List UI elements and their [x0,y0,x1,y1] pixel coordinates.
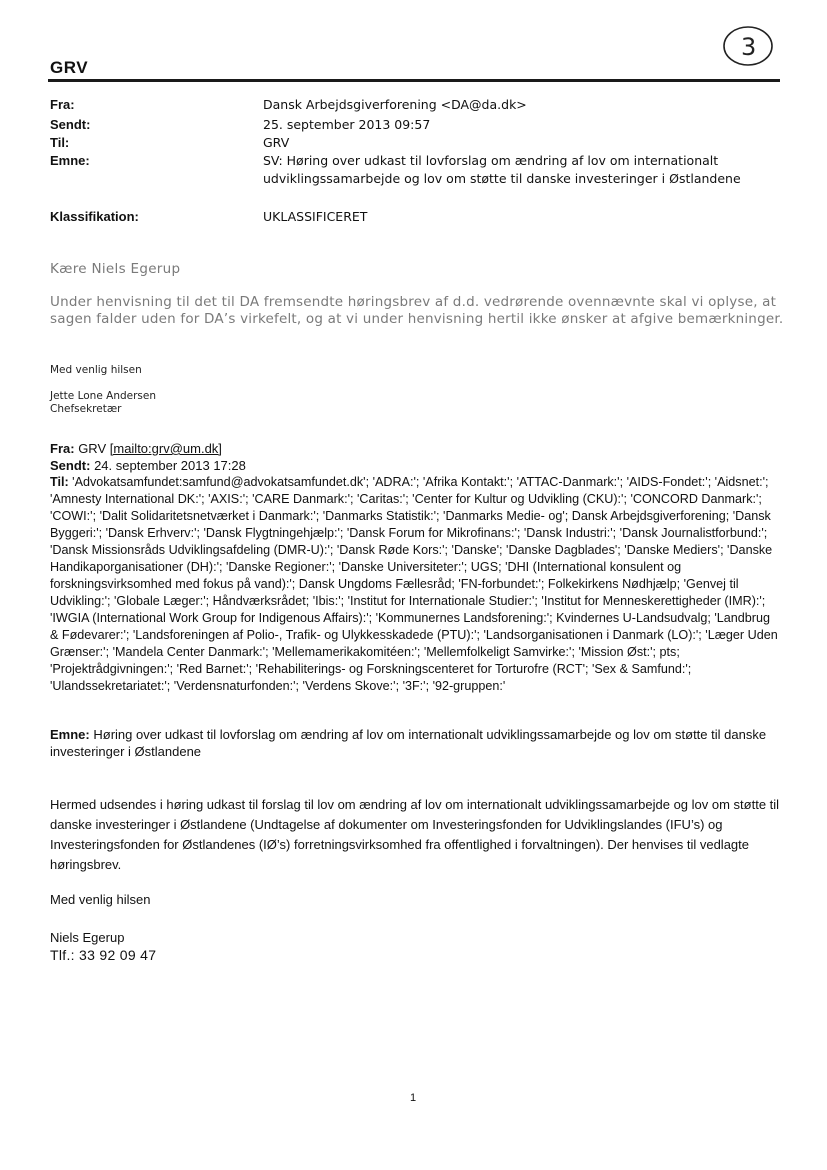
forwarded-mailto-link[interactable]: [mailto:grv@um.dk] [109,441,222,456]
stamp-number: 3 [741,33,757,61]
forwarded-from-value: GRV [78,441,107,456]
classification-value: UKLASSIFICERET [263,209,368,224]
forwarded-sent-value: 24. september 2013 17:28 [94,458,246,473]
header-rule [48,79,780,82]
forwarded-sent [50,457,780,474]
forwarded-to-label: Til: [50,475,69,489]
forwarded-to-value: 'Advokatsamfundet:samfund@advokatsamfundet.dk'; 'ADRA:'; 'Afrika Kontakt:'; 'ATTAC-Danmark:'; 'AIDS-Fondet:'; 'Aidsnet:'; 'Amnesty International DK:'; 'AXIS:'; 'CARE Danmark:'; 'Caritas:'; 'Center for Kultur og Udvikling (CKU):'; 'CONCORD Danmark:'; 'COWI:'; 'Dalit Solidaritetsnetværket i Danmark:'; 'Danmarks Statistik:'; 'Danmarks Medie- og'; Dansk Arbejdsgiverforening; 'Dansk Byggeri:'; 'Dansk Erhverv:'; 'Dansk Flygtningehjælp:'; 'Dansk Forum for Mikrofinans:'; 'Dansk Industri:'; 'Dansk Journalistforbund:'; 'Dansk Missionsråds Udviklingsafdeling (DMR-U):'; 'Dansk Røde Kors:'; 'Danske'; 'Danske Dagblades'; 'Danske Mediers'; 'Danske Handikaporganisationer (DH):'; 'Danske Regioner:'; 'Danske Universiteter:'; UGS; 'DHI (International konsulent og forskningsvirksomhed med fokus på vand):'; Dansk Ungdoms Fællesråd; 'FN-forbundet:'; Folkekirkens Nødhjælp; 'Genvej til Udvikling:'; 'Globale Læger:'; Håndværksrådet; 'Ibis:'; 'Institut for Internationale Studier:'; 'Institut for Menneskerettigheder (IMR):'; 'IWGIA (International Work Group for Indigenous Affairs):'; 'Kommunernes Landsforening:'; Kvindernes U-Landsudvalg; 'Landbrug & Fødevarer:'; 'Landsforeningen af Polio-, Trafik- og Ulykkesskadede (PTU):'; 'Landsorganisationen i Danmark (LO):'; 'Læger Uden Grænser:'; 'Mandela Center Danmark:'; 'Mellemamerikakomitéen:'; 'Mellemfolkeligt Samvirke:'; 'Mission Øst:'; pts; 'Projektrådgivningen:'; 'Red Barnet:'; 'Rehabiliterings- og Forskningscenteret for Torturofre (RCT'; 'Sex & Samfund:'; 'Ulandssekretariatet:'; 'Verdensnaturfonden:'; 'Verdens Skove:'; '3F:'; '92-gruppen:' [50,475,778,693]
original-closing: Med venlig hilsen [50,892,151,907]
reply-signer-title: Chefsekretær [50,403,122,415]
from-value: Dansk Arbejdsgiverforening <DA@da.dk> [263,97,527,112]
reply-greeting: Kære Niels Egerup [50,261,181,277]
forwarded-subject-label: Emne: [50,727,90,742]
subject-label: Emne: [50,153,90,168]
forwarded-subject [50,726,780,760]
forwarded-from-label: Fra: [50,441,75,456]
to-value: GRV [263,135,290,150]
from-label: Fra: [50,97,75,112]
forwarded-from [50,440,780,457]
reply-closing: Med venlig hilsen [50,364,142,376]
subject-value: SV: Høring over udkast til lovforslag om ændring af lov om internationalt udviklingssamarbejde og lov om støtte til danske investeringer i Østlandene [263,153,741,186]
original-signer-name: Niels Egerup [50,930,125,945]
original-body: Hermed udsendes i høring udkast til forslag til lov om ændring af lov om internationalt udviklingssamarbejde og lov om støtte til danske investeringer i Østlandene (Undtagelse af dokumenter om Investeringsfonden for Udviklingslandes (IFU’s) og Investeringsfonden for Østlandenes (IØ’s) forretningsvirksomhed fra offentlighed i forvaltningen). Der henvises til vedlagte høringsbrev. [50,797,780,872]
forwarded-recipients [50,474,780,695]
page-number: 1 [410,1092,417,1104]
sent-value: 25. september 2013 09:57 [263,117,431,132]
sent-label: Sendt: [50,117,91,132]
handwritten-page-stamp [722,23,774,67]
page-title: GRV [50,58,89,77]
original-phone: Tlf.: 33 92 09 47 [50,947,157,963]
classification-label: Klassifikation: [50,209,139,224]
to-label: Til: [50,135,70,150]
reply-body: Under henvisning til det til DA fremsendte høringsbrev af d.d. vedrørende ovennævnte skal vi oplyse, at sagen falder uden for DA’s virkefelt, og at vi under henvisning hertil ikke ønsker at afgive bemærkninger. [50,294,784,327]
forwarded-sent-label: Sendt: [50,458,91,473]
forwarded-subject-value: Høring over udkast til lovforslag om ændring af lov om internationalt udviklingssamarbejde og lov om støtte til danske investeringer i Østlandene [50,727,767,759]
reply-signer-name: Jette Lone Andersen [50,390,156,402]
